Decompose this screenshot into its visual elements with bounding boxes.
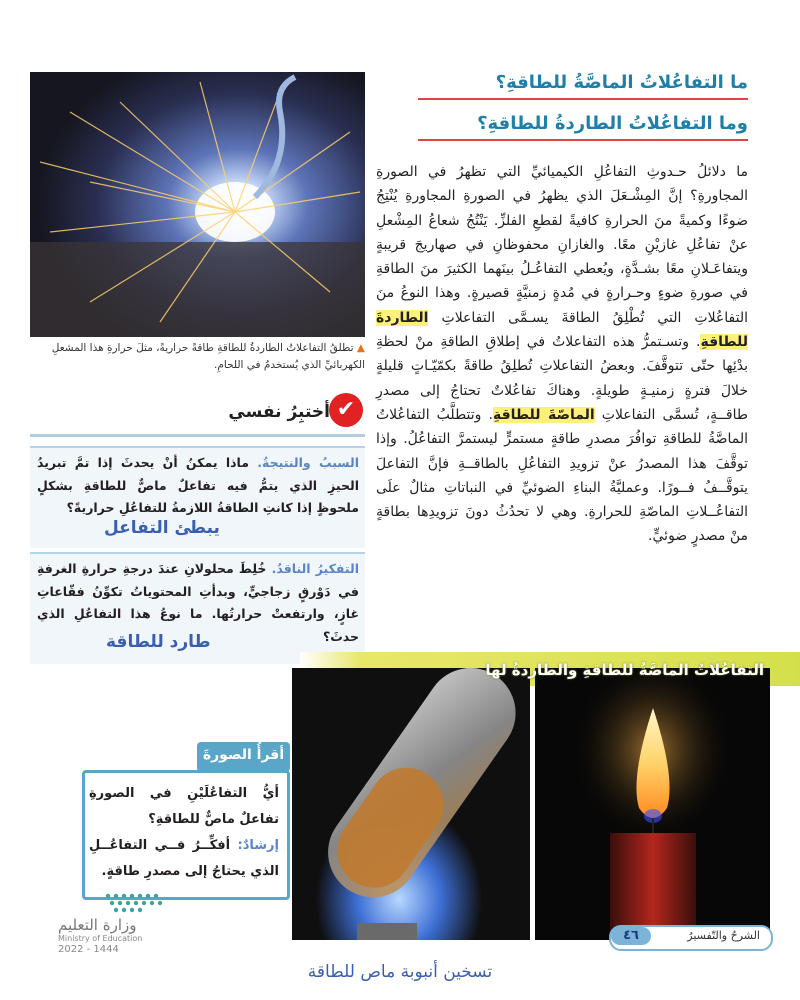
ministry-logo-icon	[100, 890, 185, 914]
read-picture-question: أيُّ التفاعُلَيْنِ في الصورةِ تفاعلٌ ماصٌّ للطاقةِ؟	[89, 786, 279, 827]
body-text-2: . وتسـتمرُّ هذه التفاعلاتُ في إطلاقِ الطاقةِ منْ لحظةِ بدْئِها حتّى تتوقَّفَ. وبعضُ التفاعلاتِ تُطلِقُ طاقةً بكمّيّـاتٍ قليلةٍ خلالَ فترةٍ زمنيـةٍ طويلةٍ. وهناكَ تفاعُلاتٌ تحتاجُ إلى مصدرِ طاقــةٍ، تُسمَّى التفاعلاتِ	[376, 334, 748, 423]
heading-endothermic-question: ما التفاعُلاتُ الماصَّةُ للطاقةِ؟	[495, 72, 748, 93]
heated-test-tube-photo	[292, 668, 530, 940]
heading-exothermic-question: وما التفاعُلاتُ الطاردةُ للطاقةِ؟	[477, 113, 748, 134]
question-2-answer: طارد للطاقة	[106, 632, 211, 652]
read-picture-hint: أفكِّــرُ فــي التفاعُــلِ الذي يحتاجُ إلى مصدرِ طاقةٍ.	[89, 838, 279, 879]
heading-underline	[418, 139, 748, 141]
welding-caption-text: تطلقُ التفاعلاتُ الطاردةُ للطاقةِ طاقةً حراريةً، مثلَ حرارةِ هذا المشعلِ الكهربائيِّ الذي يُستخدمُ في اللحامِ.	[51, 342, 365, 371]
question-1-text	[37, 452, 359, 520]
self-check-question-1	[30, 446, 365, 548]
section-name: الشرحُ والتّفسيرُ	[687, 929, 760, 942]
question-2-head: التفكيرُ الناقدُ.	[271, 561, 359, 576]
welding-torch-photo	[30, 72, 365, 337]
self-check-title: أختبِرُ نفسي	[228, 402, 330, 422]
heading-underline	[418, 98, 748, 100]
body-text-3: . وتتطلَّبُ التفاعُلاتُ الماصَّةُ للطاقةِ توافُرَ مصدرِ طاقةٍ مستمرٍّ ليستمرَّ التفاعُلُ. وإذا توقَّفَ هذا المصدرُ عنْ تزويدِ التفاعُلِ بالطاقــةِ فإنَّ التفاعلَ يتوقَّــفُ فــورًا. وعمليَّةُ البناءِ الضوئيِّ في النباتاتِ مثالٌ علَى التفاعُــلاتِ الماصّةِ للحرارةِ. وهي لا تحدُثُ دونَ تزويدِها بطاقةٍ منْ مصدرٍ ضوئيٍّ.	[376, 406, 748, 545]
page-number: ٤٦	[611, 927, 651, 945]
section-banner-title: التفاعُلاتُ الماصَّةُ للطاقةِ والطاردةُ لها	[485, 661, 764, 679]
read-picture-hint-head: إرشادٌ:	[237, 838, 279, 853]
question-2-body: خُلِطَ محلولانِ عندَ درجةِ حرارةِ الغرفةِ في دَوْرقٍ زجاجيٍّ، وبدأتِ المحتوياتُ تكوِّنُ فقّاعاتِ غازٍ، وارتفعتْ حرارتُها. ما نوعُ هذا التفاعُلِ الذي حدثَ؟	[37, 561, 359, 644]
candle-flame-photo	[535, 668, 770, 940]
question-1-answer: يبطئ التفاعل	[104, 518, 220, 538]
body-paragraph	[376, 160, 748, 549]
welding-caption	[30, 340, 365, 374]
highlight-endothermic: الماصّةَ للطاقةِ	[492, 406, 595, 423]
checkmark-icon: ✔	[329, 393, 363, 427]
read-picture-title: أقرأُ الصورةَ	[202, 747, 285, 763]
handwritten-answer-note: تسخين أنبوبة ماص للطاقة	[307, 962, 493, 982]
caption-triangle-icon: ▲	[356, 342, 365, 354]
self-check-divider	[30, 434, 365, 437]
read-picture-content	[89, 781, 279, 885]
highlight-exothermic: الطاردةَ للطاقةِ	[376, 309, 748, 351]
question-1-head: السببُ والنتيجةُ.	[257, 455, 359, 470]
question-1-body: ماذا يمكنُ أنْ يحدثَ إذا تمَّ تبريدُ الحيزِ الذي يتمُّ فيه تفاعلٌ ماصٌّ للطاقةِ بشكلٍ ملحوظٍ إذا كانتِ الطاقةُ اللازمةُ للتفاعُلِ حراريةً؟	[37, 455, 359, 515]
ministry-name-english: Ministry of Education	[58, 934, 143, 943]
ministry-name-arabic: وزارة التعليم	[58, 916, 137, 934]
read-picture-box	[82, 770, 290, 900]
body-text-1: ما دلائلُ حـدوثِ التفاعُلِ الكيميائيِّ التي تظهرُ في الصورةِ المجاورةِ؟ إنَّ المِشْـعَلَ الذي يظهرُ في الصورةِ المجاورةِ يُنْتِجُ ضوءًا وكميةً منَ الحرارةِ كافيةً لقطعِ الفلزِّ. يَنْتُجُ شعاعُ المِشْعلِ عنْ تفاعُلِ غازيْنِ معًا. والغازانِ محفوظانِ في صهاريجَ قريبةٍ ويتفاعَـلانِ معًا بشـدَّةٍ، ويُعطي التفاعُـلُ بينَهما الكثيرَ منَ الطاقةِ في صورةِ ضوءٍ وحـرارةٍ في مُدةٍ زمنيَّةٍ قصيرةٍ. وهذا النوعُ منَ التفاعُلاتِ التي تُطْلِقُ الطاقةَ يسـمَّى التفاعلاتِ	[376, 164, 749, 326]
self-check-question-2	[30, 552, 365, 664]
edition-year: 2022 - 1444	[58, 944, 119, 955]
